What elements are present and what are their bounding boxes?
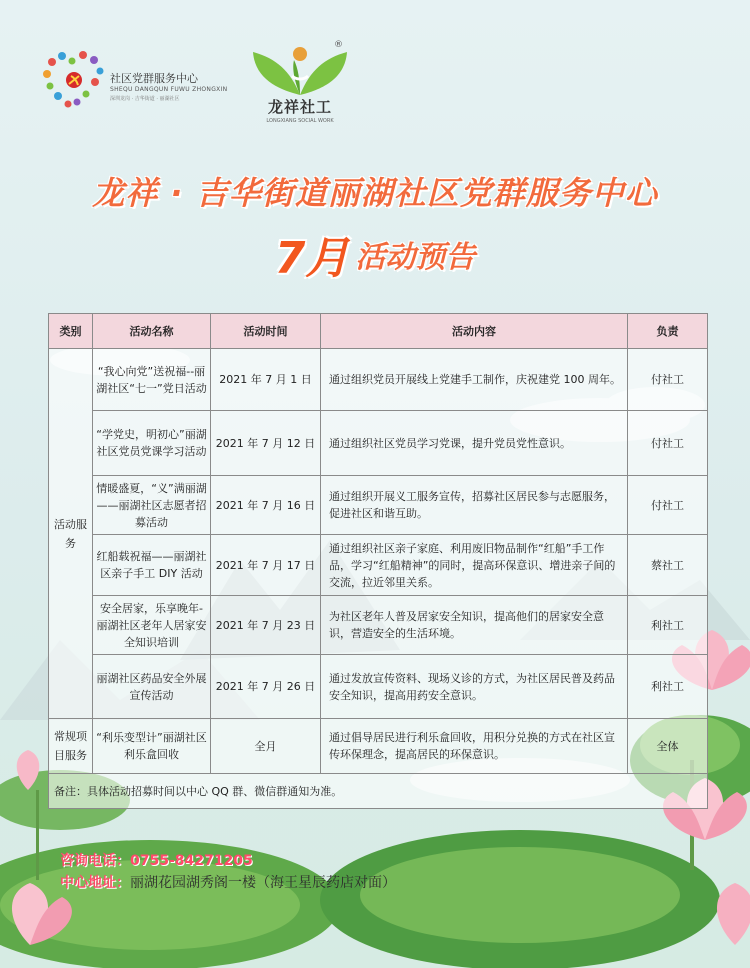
poster-title: 龙祥 · 吉华街道丽湖社区党群服务中心 [92,174,658,212]
longxiang-logo [250,40,360,130]
heart-logo-icon [38,44,108,114]
phone-label: 咨询电话： [60,853,130,869]
activity-date: 全月 [211,719,321,774]
logo-right-english: LONGXIANG SOCIAL WORK [266,118,334,124]
community-center-logo [38,44,238,114]
table-row [49,411,708,476]
header-activity-time: 活动时间 [211,314,321,349]
activity-content: 通过组织社区亲子家庭、利用废旧物品制作“红船”手工作品，学习“红船精神”的同时，提高环保意识、增进亲子间的交流，拉近邻里关系。 [321,535,628,596]
activity-date: 2021 年 7 月 1 日 [211,349,321,411]
logo-left-name: 社区党群服务中心 [110,72,198,85]
table-row [49,535,708,596]
activity-name: 安全居家，乐享晚年-丽湖社区老年人居家安全知识培训 [93,596,211,655]
activity-table [48,313,707,809]
activity-date: 2021 年 7 月 23 日 [211,596,321,655]
activity-name: “利乐变型计”丽湖社区利乐盒回收 [93,719,211,774]
activity-date: 2021 年 7 月 26 日 [211,655,321,719]
table-row [49,596,708,655]
activity-name: 情暖盛夏，“义”满丽湖——丽湖社区志愿者招募活动 [93,476,211,535]
address-text: 丽湖花园湖秀阁一楼（海王星辰药店对面） [130,875,396,891]
category-cell: 活动服务 [49,349,93,719]
activity-name: 丽湖社区药品安全外展宣传活动 [93,655,211,719]
activity-date: 2021 年 7 月 16 日 [211,476,321,535]
activity-content: 通过组织社区党员学习党课，提升党员党性意识。 [321,411,628,476]
activity-content: 通过发放宣传资料、现场义诊的方式，为社区居民普及药品安全知识，提高用药安全意识。 [321,655,628,719]
address-label: 中心地址： [60,875,130,891]
activity-owner: 利社工 [628,596,708,655]
registered-mark: ® [334,40,343,50]
table-row [49,655,708,719]
header-owner: 负责 [628,314,708,349]
logo-left-tagline: 深圳龙岗 · 吉华街道 · 丽湖社区 [110,96,180,102]
activity-name: “我心向党”送祝福--丽湖社区“七一”党日活动 [93,349,211,411]
poster-subtitle [0,222,750,282]
header-category: 类别 [49,314,93,349]
phone-number: 0755-84271205 [130,853,253,869]
activity-owner: 付社工 [628,411,708,476]
table-note-row [49,774,708,809]
header-activity-name: 活动名称 [93,314,211,349]
category-cell: 常规项目服务 [49,719,93,774]
activity-name: 红船载祝福——丽湖社区亲子手工 DIY 活动 [93,535,211,596]
contact-info [60,850,396,894]
logo-left-pinyin: SHEQU DANGQUN FUWU ZHONGXIN [110,86,228,93]
activity-owner: 付社工 [628,349,708,411]
table-note: 备注：具体活动招募时间以中心 QQ 群、微信群通知为准。 [49,774,708,809]
activity-owner: 蔡社工 [628,535,708,596]
activity-name: “学党史，明初心”丽湖社区党员党课学习活动 [93,411,211,476]
activity-content: 通过倡导居民进行利乐盒回收，用积分兑换的方式在社区宣传环保理念，提高居民的环保意识。 [321,719,628,774]
header-activity-content: 活动内容 [321,314,628,349]
activity-content: 通过组织党员开展线上党建手工制作，庆祝建党 100 周年。 [321,349,628,411]
activity-date: 2021 年 7 月 17 日 [211,535,321,596]
table-row [49,719,708,774]
activity-date: 2021 年 7 月 12 日 [211,411,321,476]
activity-owner: 全体 [628,719,708,774]
table-row [49,476,708,535]
table-header-row [49,314,708,349]
logo-right-name: 龙祥社工 [267,98,332,116]
activity-content: 通过组织开展义工服务宣传，招募社区居民参与志愿服务，促进社区和谐互助。 [321,476,628,535]
table-row [49,349,708,411]
activity-owner: 利社工 [628,655,708,719]
activity-content: 为社区老年人普及居家安全知识，提高他们的居家安全意识，营造安全的生活环境。 [321,596,628,655]
activity-owner: 付社工 [628,476,708,535]
subtitle-label: 活动预告 [355,240,476,275]
month-label: 7月 [274,233,350,284]
